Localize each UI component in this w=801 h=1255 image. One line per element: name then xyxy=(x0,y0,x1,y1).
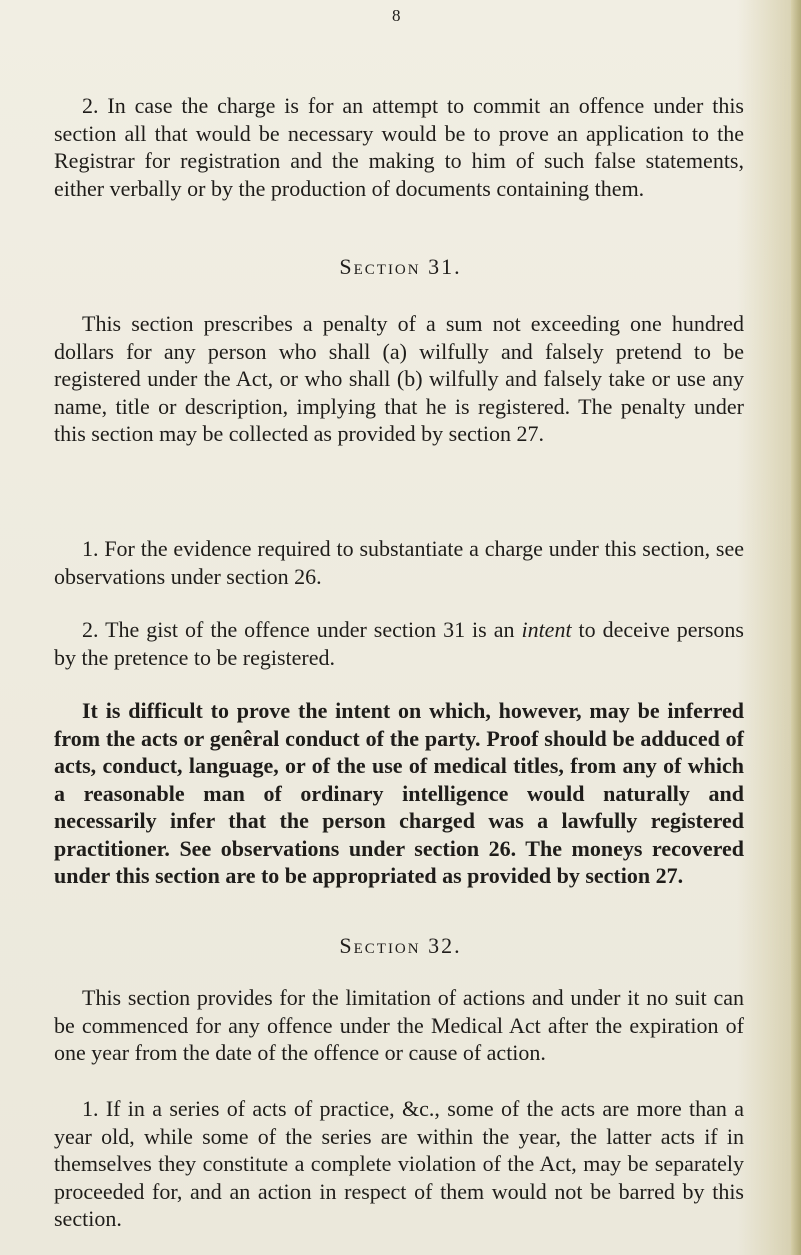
section-31-heading: Section 31. xyxy=(339,254,462,279)
section-32-paragraph-1: This section provides for the limitation of actions and under it no suit can be commenced for any offence under the Medical Act after the expiration of one year from the date of the offence or cause of action. xyxy=(54,985,744,1065)
paragraph-3-start: 2. The gist of the offence under section 31 is an xyxy=(82,617,522,642)
paragraph-intro: 2. In case the charge is for an attempt to commit an offence under this section all that would be necessary would be to prove an application to the Registrar for registration and the making to him of such false statements, either verbally or by the production of documents containing them. xyxy=(54,93,744,201)
section-32-heading: Section 32. xyxy=(339,933,462,958)
section-32-paragraph-2: 1. If in a series of acts of practice, &c., some of the acts are more than a year old, while some of the series are within the year, the latter acts if in themselves they constitute a complete violation of the Act, may be separately proceeded for, and an action in respect of them would not be barred by this section. xyxy=(54,1096,744,1231)
paragraph-3-end: to deceive persons by the pretence to be registered. xyxy=(54,617,744,670)
page-number: 8 xyxy=(392,6,402,25)
section-31-paragraph-3 xyxy=(54,616,744,671)
intent-emphasis: intent xyxy=(521,617,572,642)
page-edge-shadow xyxy=(791,0,801,1255)
section-31-paragraph-2: 1. For the evidence required to substantiate a charge under this section, see observations under section 26. xyxy=(54,536,744,589)
section-31-paragraph-1: This section prescribes a penalty of a sum not exceeding one hundred dollars for any person who shall (a) wilfully and falsely pretend to be registered under the Act, or who shall (b) wilfully and falsely take or use any name, title or description, implying that he is registered. The penalty under this section may be collected as provided by section 27. xyxy=(54,311,744,446)
section-31-paragraph-4: It is difficult to prove the intent on which, however, may be inferred from the acts or genêral conduct of the party. Proof should be adduced of acts, conduct, language, or of the use of medical titles, from any of which a reasonable man of ordinary intelligence would naturally and necessarily infer that the person charged was a lawfully registered practitioner. See observations under section 26. The moneys recovered under this section are to be appropriated as provided by section 27. xyxy=(54,698,744,888)
